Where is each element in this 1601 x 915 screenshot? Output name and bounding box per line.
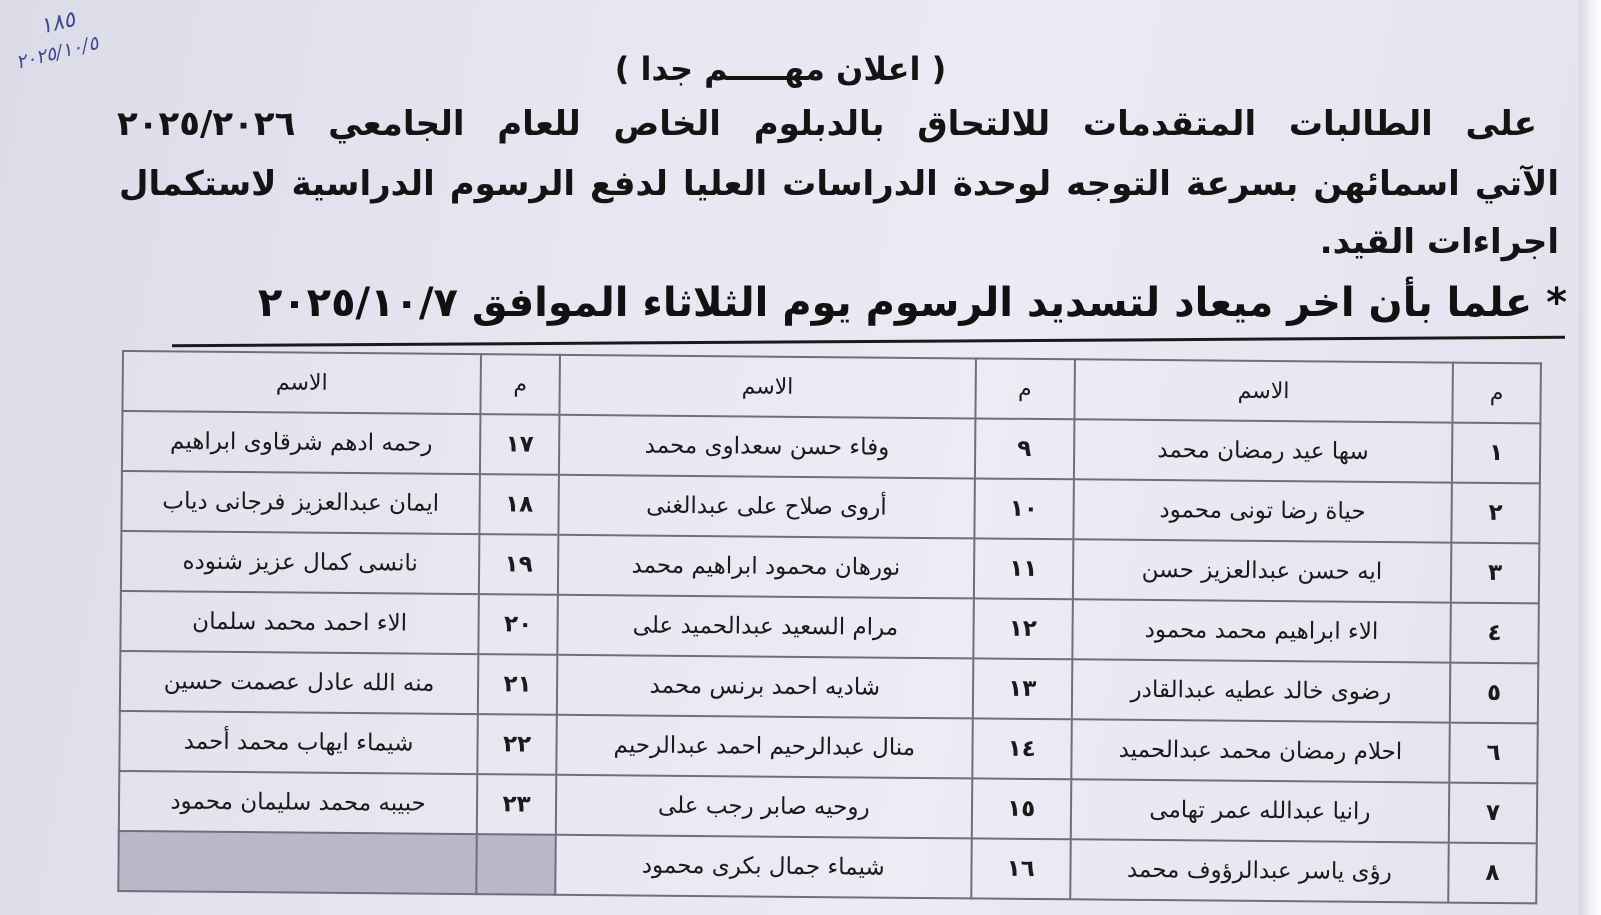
row-number: ٩ xyxy=(975,418,1075,479)
announcement-line-3: اجراءات القيد. xyxy=(1319,222,1559,262)
student-name: الاء ابراهيم محمد محمود xyxy=(1072,599,1451,662)
student-name: رانيا عبدالله عمر تهامى xyxy=(1071,779,1450,842)
header-num-3: م xyxy=(481,354,560,415)
header-num-2: م xyxy=(975,358,1075,419)
student-name: حبيبه محمد سليمان محمود xyxy=(119,771,478,834)
row-number: ١٩ xyxy=(479,534,558,595)
student-name: ايمان عبدالعزيز فرجانى دياب xyxy=(121,471,480,534)
row-number: ١٢ xyxy=(973,598,1073,659)
header-name-2: الاسم xyxy=(559,355,975,419)
row-number: ١٧ xyxy=(480,414,559,475)
row-number: ١٣ xyxy=(972,658,1072,719)
student-name: رؤى ياسر عبدالرؤوف محمد xyxy=(1070,839,1449,902)
handwritten-date: ٢٠٢٥/١٠/٥ xyxy=(13,31,101,74)
deadline-notice: * علما بأن اخر ميعاد لتسديد الرسوم يوم الثلاثاء الموافق ٢٠٢٥/١٠/٧ xyxy=(257,280,1567,326)
student-name: أروى صلاح على عبدالغنى xyxy=(558,475,974,539)
deadline-underline xyxy=(172,336,1565,348)
row-number: ٢٢ xyxy=(477,714,556,775)
row-number: ٢١ xyxy=(478,654,557,715)
header-name-1: الاسم xyxy=(1074,359,1453,422)
handwritten-number: ١٨٥ xyxy=(37,6,78,40)
student-name: رضوى خالد عطيه عبدالقادر xyxy=(1072,659,1451,722)
row-number: ٢٣ xyxy=(477,774,556,835)
row-number: ١٦ xyxy=(971,838,1071,899)
student-name: الاء احمد محمد سلمان xyxy=(120,591,479,654)
student-name: حياة رضا تونى محمود xyxy=(1073,479,1452,542)
header-num-1: م xyxy=(1452,363,1541,424)
student-name: وفاء حسن سعداوى محمد xyxy=(559,415,975,479)
row-number: ٤ xyxy=(1450,603,1539,664)
student-name: شاديه احمد برنس محمد xyxy=(557,655,973,719)
student-name: منه الله عادل عصمت حسين xyxy=(120,651,479,714)
students-table xyxy=(117,350,1542,904)
row-number: ١٤ xyxy=(972,718,1072,779)
student-name: نانسى كمال عزيز شنوده xyxy=(121,531,480,594)
student-name: منال عبدالرحيم احمد عبدالرحيم xyxy=(556,715,972,779)
row-number: ١٨ xyxy=(479,474,558,535)
student-name: احلام رمضان محمد عبدالحميد xyxy=(1071,719,1450,782)
announcement-line-2: الآتي اسمائهن بسرعة التوجه لوحدة الدراسات العليا لدفع الرسوم الدراسية لاستكمال xyxy=(119,164,1559,204)
announcement-title: ( اعلان مهـــــم جدا ) xyxy=(614,50,947,88)
page-edge xyxy=(1579,0,1601,915)
row-number: ٢ xyxy=(1451,483,1540,544)
empty-cell xyxy=(118,831,477,894)
student-name: سها عيد رمضان محمد xyxy=(1074,419,1453,482)
student-name: رحمه ادهم شرقاوى ابراهيم xyxy=(122,411,481,474)
row-number: ١٥ xyxy=(971,778,1071,839)
student-name: نورهان محمود ابراهيم محمد xyxy=(558,535,974,599)
row-number: ٥ xyxy=(1450,663,1539,724)
row-number: ٦ xyxy=(1449,723,1538,784)
table-row xyxy=(118,831,1536,903)
announcement-line-1: على الطالبات المتقدمات للالتحاق بالدبلوم الخاص للعام الجامعي ٢٠٢٥/٢٠٢٦ xyxy=(117,104,1537,144)
header-name-3: الاسم xyxy=(122,351,481,414)
student-name: شيماء جمال بكرى محمود xyxy=(555,835,971,899)
row-number: ١ xyxy=(1452,423,1541,484)
row-number: ٧ xyxy=(1449,783,1538,844)
row-number: ١٠ xyxy=(974,478,1074,539)
student-name: مرام السعيد عبدالحميد على xyxy=(557,595,973,659)
student-name: شيماء ايهاب محمد أحمد xyxy=(119,711,478,774)
row-number: ٣ xyxy=(1451,543,1540,604)
row-number: ١١ xyxy=(974,538,1074,599)
empty-cell xyxy=(476,834,555,895)
row-number: ٨ xyxy=(1448,843,1537,904)
student-name: ايه حسن عبدالعزيز حسن xyxy=(1073,539,1452,602)
student-name: روحيه صابر رجب على xyxy=(556,775,972,839)
row-number: ٢٠ xyxy=(478,594,557,655)
